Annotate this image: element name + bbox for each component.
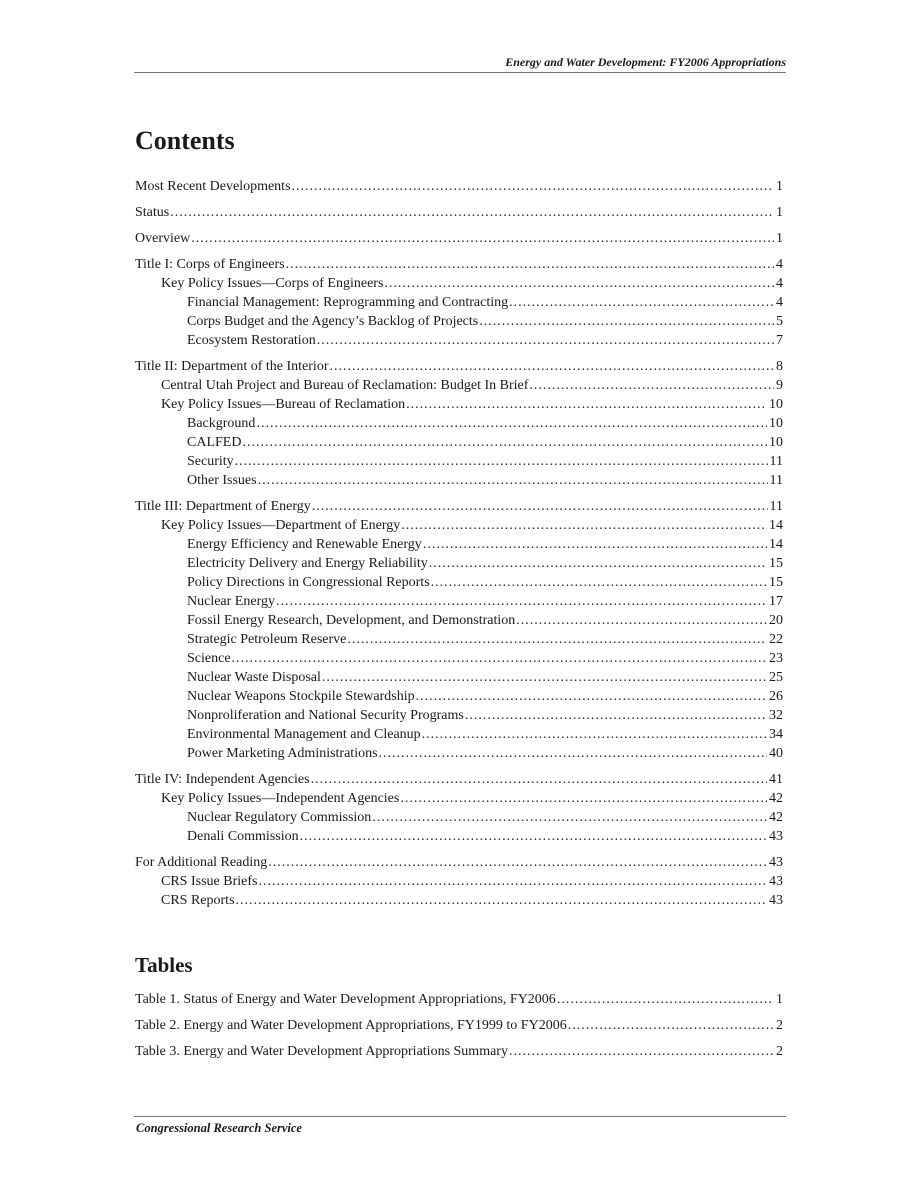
toc-entry-label: Fossil Energy Research, Development, and Demonstration xyxy=(187,613,516,628)
dot-leader xyxy=(529,376,774,395)
toc-entry[interactable] xyxy=(135,706,783,725)
toc-entry-page: 8 xyxy=(776,359,783,374)
toc-entry[interactable] xyxy=(135,668,783,687)
toc-entry-page: 11 xyxy=(769,499,783,514)
toc-entry[interactable] xyxy=(135,312,783,331)
toc-entry-label: Other Issues xyxy=(187,473,257,488)
toc-entry[interactable] xyxy=(135,471,783,490)
toc-entry[interactable] xyxy=(135,573,783,592)
tables-entry-page: 2 xyxy=(776,1018,783,1033)
toc-entry[interactable] xyxy=(135,177,783,196)
dot-leader xyxy=(232,649,767,668)
toc-entry[interactable] xyxy=(135,414,783,433)
dot-leader xyxy=(235,452,768,471)
header-rule xyxy=(134,72,786,73)
toc-entry-label: Denali Commission xyxy=(187,829,299,844)
toc-entry-label: Key Policy Issues—Independent Agencies xyxy=(161,791,400,806)
toc-entry[interactable] xyxy=(135,649,783,668)
dot-leader xyxy=(509,1042,774,1061)
toc-entry-page: 43 xyxy=(769,829,783,844)
toc-entry-label: Most Recent Developments xyxy=(135,179,291,194)
dot-leader xyxy=(312,497,768,516)
toc-entry-page: 1 xyxy=(776,179,783,194)
toc-entry-page: 10 xyxy=(769,397,783,412)
dot-leader xyxy=(258,872,767,891)
toc-entry-page: 11 xyxy=(769,454,783,469)
toc-entry-page: 42 xyxy=(769,810,783,825)
toc-entry[interactable] xyxy=(135,229,783,248)
toc-entry-page: 26 xyxy=(769,689,783,704)
toc-entry-page: 14 xyxy=(769,518,783,533)
toc-entry[interactable] xyxy=(135,203,783,222)
footer-rule xyxy=(134,1116,786,1117)
table-of-contents xyxy=(135,177,783,910)
toc-entry[interactable] xyxy=(135,789,783,808)
toc-entry-label: Status xyxy=(135,205,170,220)
dot-leader xyxy=(236,891,767,910)
toc-entry-label: Nuclear Weapons Stockpile Stewardship xyxy=(187,689,415,704)
toc-entry-label: Central Utah Project and Bureau of Reclamation: Budget In Brief xyxy=(161,378,529,393)
toc-entry-page: 10 xyxy=(769,416,783,431)
toc-entry-page: 43 xyxy=(769,874,783,889)
contents-heading: Contents xyxy=(135,126,235,155)
dot-leader xyxy=(311,770,767,789)
toc-entry-label: Title IV: Independent Agencies xyxy=(135,772,310,787)
dot-leader xyxy=(379,744,767,763)
dot-leader xyxy=(557,990,774,1009)
toc-entry-page: 15 xyxy=(769,575,783,590)
dot-leader xyxy=(400,789,767,808)
toc-entry-label: Nuclear Regulatory Commission xyxy=(187,810,372,825)
tables-entry[interactable] xyxy=(135,990,783,1009)
toc-entry[interactable] xyxy=(135,357,783,376)
toc-entry-page: 23 xyxy=(769,651,783,666)
dot-leader xyxy=(568,1016,774,1035)
toc-entry-label: Corps Budget and the Agency’s Backlog of Projects xyxy=(187,314,479,329)
dot-leader xyxy=(170,203,774,222)
toc-entry[interactable] xyxy=(135,516,783,535)
toc-entry-label: Financial Management: Reprogramming and Contracting xyxy=(187,295,509,310)
dot-leader xyxy=(276,592,767,611)
tables-heading: Tables xyxy=(135,953,193,977)
toc-entry-page: 4 xyxy=(776,276,783,291)
dot-leader xyxy=(429,554,767,573)
toc-entry-label: Title III: Department of Energy xyxy=(135,499,311,514)
toc-entry-label: Title II: Department of the Interior xyxy=(135,359,329,374)
tables-entry-label: Table 3. Energy and Water Development Appropriations Summary xyxy=(135,1044,508,1059)
dot-leader xyxy=(292,177,774,196)
footer-publisher: Congressional Research Service xyxy=(136,1121,302,1135)
dot-leader xyxy=(268,853,767,872)
toc-entry[interactable] xyxy=(135,744,783,763)
toc-entry-page: 10 xyxy=(769,435,783,450)
toc-entry[interactable] xyxy=(135,725,783,744)
dot-leader xyxy=(423,535,767,554)
toc-entry-label: Key Policy Issues—Department of Energy xyxy=(161,518,401,533)
toc-entry-label: Energy Efficiency and Renewable Energy xyxy=(187,537,422,552)
toc-entry[interactable] xyxy=(135,376,783,395)
toc-entry-page: 34 xyxy=(769,727,783,742)
tables-entry[interactable] xyxy=(135,1042,783,1061)
toc-entry[interactable] xyxy=(135,535,783,554)
toc-entry[interactable] xyxy=(135,554,783,573)
toc-entry-page: 5 xyxy=(776,314,783,329)
tables-entry[interactable] xyxy=(135,1016,783,1035)
toc-entry[interactable] xyxy=(135,293,783,312)
toc-entry-page: 7 xyxy=(776,333,783,348)
toc-entry[interactable] xyxy=(135,872,783,891)
dot-leader xyxy=(242,433,767,452)
toc-entry-label: CRS Issue Briefs xyxy=(161,874,258,889)
toc-entry[interactable] xyxy=(135,592,783,611)
dot-leader xyxy=(516,611,767,630)
toc-entry-label: Security xyxy=(187,454,234,469)
dot-leader xyxy=(509,293,774,312)
dot-leader xyxy=(431,573,767,592)
toc-entry-page: 11 xyxy=(769,473,783,488)
toc-entry[interactable] xyxy=(135,853,783,872)
dot-leader xyxy=(322,668,767,687)
toc-entry-page: 22 xyxy=(769,632,783,647)
running-header: Energy and Water Development: FY2006 Appropriations xyxy=(505,55,786,69)
toc-entry-page: 43 xyxy=(769,855,783,870)
tables-entry-label: Table 2. Energy and Water Development Appropriations, FY1999 to FY2006 xyxy=(135,1018,567,1033)
dot-leader xyxy=(191,229,774,248)
dot-leader xyxy=(372,808,767,827)
toc-entry-page: 9 xyxy=(776,378,783,393)
toc-entry-page: 32 xyxy=(769,708,783,723)
toc-entry-page: 41 xyxy=(769,772,783,787)
toc-entry[interactable] xyxy=(135,452,783,471)
dot-leader xyxy=(329,357,774,376)
dot-leader xyxy=(347,630,767,649)
toc-entry-label: Environmental Management and Cleanup xyxy=(187,727,421,742)
dot-leader xyxy=(258,471,768,490)
toc-entry-label: Policy Directions in Congressional Reports xyxy=(187,575,430,590)
dot-leader xyxy=(416,687,767,706)
dot-leader xyxy=(465,706,767,725)
dot-leader xyxy=(317,331,774,350)
toc-entry-label: Strategic Petroleum Reserve xyxy=(187,632,347,647)
toc-entry-label: Background xyxy=(187,416,256,431)
toc-entry-page: 1 xyxy=(776,231,783,246)
toc-entry-label: CALFED xyxy=(187,435,242,450)
toc-entry[interactable] xyxy=(135,274,783,293)
toc-entry[interactable] xyxy=(135,497,783,516)
toc-entry-page: 4 xyxy=(776,295,783,310)
tables-entry-page: 2 xyxy=(776,1044,783,1059)
toc-entry-page: 1 xyxy=(776,205,783,220)
dot-leader xyxy=(300,827,767,846)
toc-entry[interactable] xyxy=(135,827,783,846)
toc-entry[interactable] xyxy=(135,770,783,789)
tables-entry-label: Table 1. Status of Energy and Water Development Appropriations, FY2006 xyxy=(135,992,556,1007)
toc-entry-page: 20 xyxy=(769,613,783,628)
toc-entry-label: Nuclear Waste Disposal xyxy=(187,670,321,685)
toc-entry-label: Nonproliferation and National Security Programs xyxy=(187,708,464,723)
toc-entry-label: Key Policy Issues—Bureau of Reclamation xyxy=(161,397,406,412)
dot-leader xyxy=(286,255,774,274)
toc-entry[interactable] xyxy=(135,630,783,649)
dot-leader xyxy=(384,274,774,293)
toc-entry[interactable] xyxy=(135,255,783,274)
toc-entry[interactable] xyxy=(135,433,783,452)
toc-entry-page: 17 xyxy=(769,594,783,609)
toc-entry[interactable] xyxy=(135,687,783,706)
toc-entry-page: 43 xyxy=(769,893,783,908)
dot-leader xyxy=(422,725,767,744)
list-of-tables xyxy=(135,990,783,1068)
toc-entry[interactable] xyxy=(135,331,783,350)
toc-entry-label: Nuclear Energy xyxy=(187,594,275,609)
toc-entry-page: 4 xyxy=(776,257,783,272)
dot-leader xyxy=(256,414,767,433)
toc-entry-label: Key Policy Issues—Corps of Engineers xyxy=(161,276,384,291)
toc-entry-label: Ecosystem Restoration xyxy=(187,333,316,348)
toc-entry-page: 25 xyxy=(769,670,783,685)
toc-entry-page: 15 xyxy=(769,556,783,571)
toc-entry-page: 40 xyxy=(769,746,783,761)
toc-entry-label: Power Marketing Administrations xyxy=(187,746,378,761)
toc-entry-page: 14 xyxy=(769,537,783,552)
toc-entry-label: Overview xyxy=(135,231,191,246)
toc-entry-label: CRS Reports xyxy=(161,893,235,908)
toc-entry-label: For Additional Reading xyxy=(135,855,268,870)
toc-entry-page: 42 xyxy=(769,791,783,806)
toc-entry[interactable] xyxy=(135,808,783,827)
dot-leader xyxy=(401,516,767,535)
toc-entry[interactable] xyxy=(135,395,783,414)
toc-entry-label: Title I: Corps of Engineers xyxy=(135,257,285,272)
toc-entry[interactable] xyxy=(135,891,783,910)
dot-leader xyxy=(406,395,767,414)
toc-entry-label: Electricity Delivery and Energy Reliability xyxy=(187,556,428,571)
tables-entry-page: 1 xyxy=(776,992,783,1007)
toc-entry[interactable] xyxy=(135,611,783,630)
toc-entry-label: Science xyxy=(187,651,231,666)
dot-leader xyxy=(479,312,774,331)
